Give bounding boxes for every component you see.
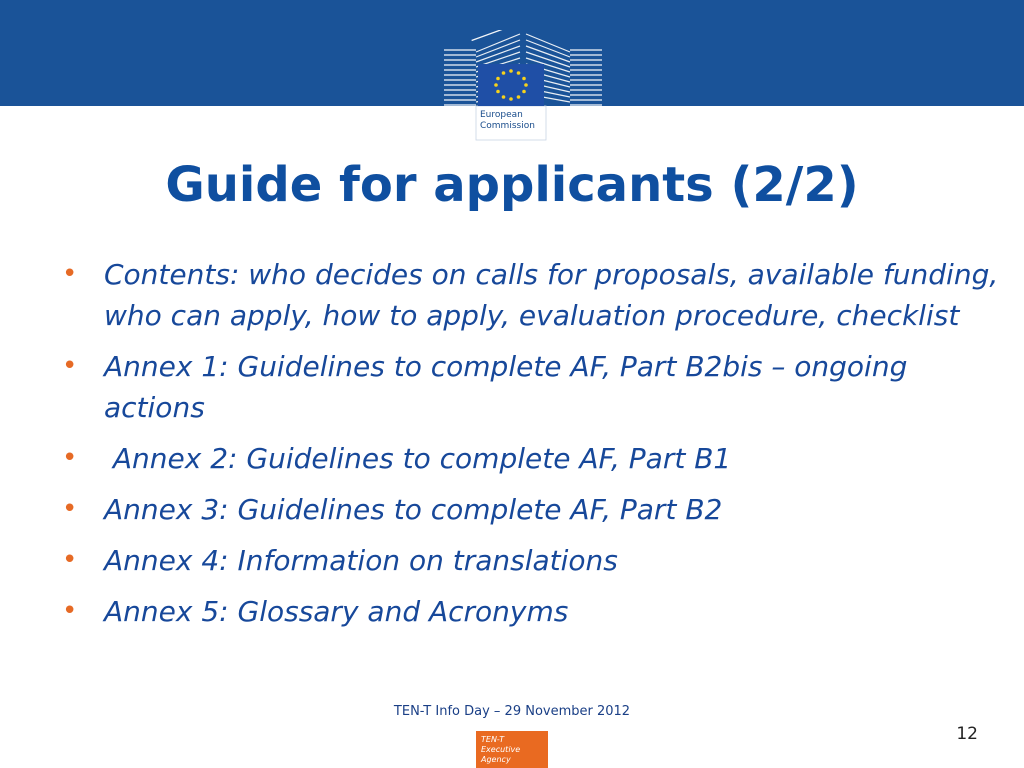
bullet-marker: • [62,443,78,473]
bullet-marker: • [62,259,78,289]
slide-title: Guide for applicants (2/2) [165,157,859,213]
agency-line-1: TEN-T [481,735,505,744]
bullet-item [62,254,1002,336]
bullet-marker: • [62,596,78,626]
bullet-text: Annex 4: Information on translations [104,544,618,577]
bullet-item [62,489,1002,530]
bullet-item [62,438,1002,479]
wordmark-line-2: Commission [480,121,535,131]
eu-flag-icon [478,64,544,106]
agency-line-2: Executive Agency [481,745,521,764]
bullet-text: Annex 2: Guidelines to complete AF, Part B1 [104,442,732,475]
bullet-text: Annex 3: Guidelines to complete AF, Part B2 [104,493,723,526]
bullet-item [62,591,1002,632]
bullet-list [62,254,1002,642]
bullet-text: Annex 1: Guidelines to complete AF, Part B2bis – ongoing actions [104,350,908,424]
agency-wordmark [481,735,548,765]
bullet-marker: • [62,494,78,524]
commission-wordmark [480,110,560,132]
bullet-marker: • [62,351,78,381]
bullet-text: Annex 5: Glossary and Acronyms [104,595,569,628]
wordmark-line-1: European [480,110,523,120]
bullet-marker: • [62,545,78,575]
bullet-text: Contents: who decides on calls for proposals, available funding, who can apply, how to apply, evaluation procedure, checklist [104,258,999,332]
bullet-item [62,346,1002,428]
ten-t-agency-logo [476,731,548,768]
bullet-item [62,540,1002,581]
footer-event: TEN-T Info Day – 29 November 2012 [393,704,631,719]
page-number: 12 [956,724,978,744]
